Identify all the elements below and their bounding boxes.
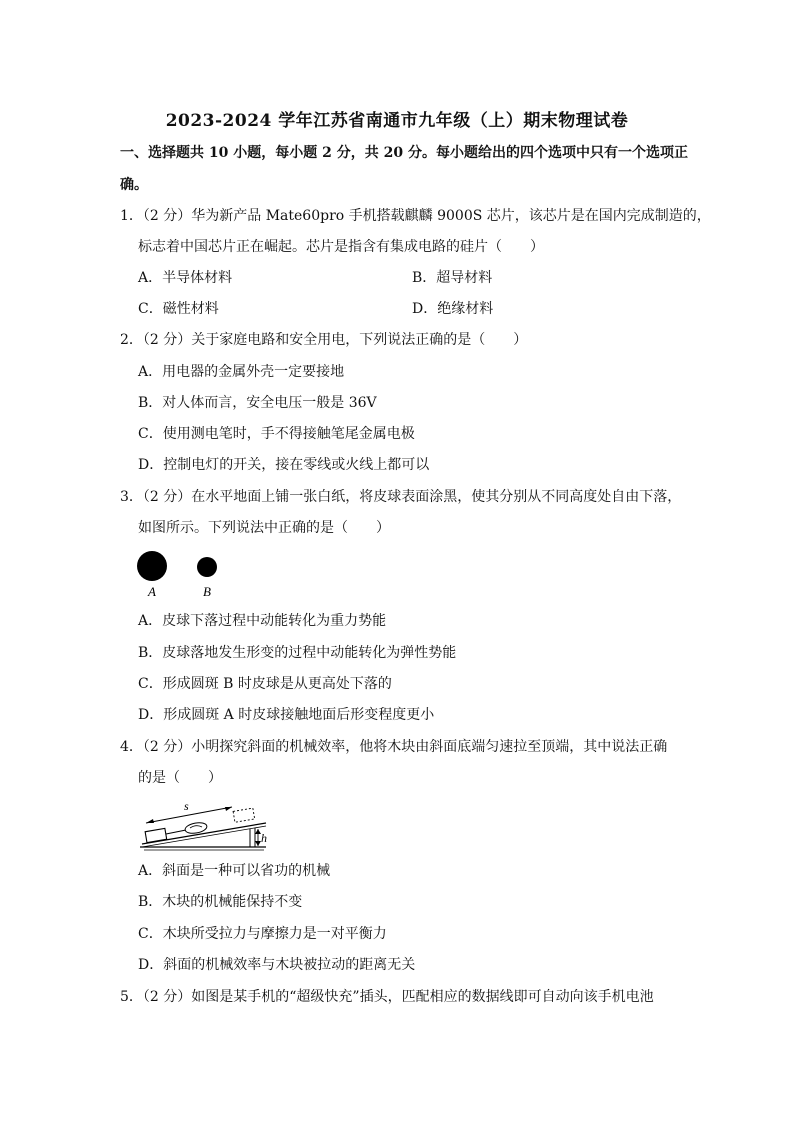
question-1-option-a: A．半导体材料 [138, 270, 233, 286]
incline-label-s: s [184, 799, 189, 813]
question-4-option-a: A．斜面是一种可以省功的机械 [138, 863, 331, 879]
incline-figure [138, 792, 270, 852]
spot-b-label: B [203, 584, 211, 599]
question-1-line1: 1．（2 分）华为新产品 Mate60pro 手机搭载麒麟 9000S 芯片，该芯片是在国内完成制造的， [120, 208, 711, 224]
spot-b [197, 557, 217, 577]
section-heading-line1: 一、选择题共 10 小题，每小题 2 分，共 20 分。每小题给出的四个选项中只有一个选项正 [120, 145, 688, 161]
question-2-option-d: D．控制电灯的开关，接在零线或火线上都可以 [138, 457, 430, 473]
question-4-option-d: D．斜面的机械效率与木块被拉动的距离无关 [138, 957, 416, 973]
question-3-option-c: C．形成圆斑 B 时皮球是从更高处下落的 [138, 676, 392, 692]
question-5-line1: 5．（2 分）如图是某手机的“超级快充”插头，匹配相应的数据线即可自动向该手机电池 [120, 989, 654, 1005]
section-heading-line2: 确。 [120, 177, 148, 193]
question-4-option-b: B．木块的机械能保持不变 [138, 894, 303, 910]
ball-spots-figure [130, 545, 230, 601]
question-3-line1: 3．（2 分）在水平地面上铺一张白纸，将皮球表面涂黑，使其分别从不同高度处自由下落， [120, 489, 682, 505]
question-1-option-d: D．绝缘材料 [412, 301, 494, 317]
question-2-line1: 2．（2 分）关于家庭电路和安全用电，下列说法正确的是（ ） [120, 332, 528, 348]
question-2-option-b: B．对人体而言，安全电压一般是 36V [138, 395, 377, 411]
question-3-option-a: A．皮球下落过程中动能转化为重力势能 [138, 613, 387, 629]
question-1-line2: 标志着中国芯片正在崛起。芯片是指含有集成电路的硅片（ ） [138, 239, 544, 255]
incline-label-h: h [261, 831, 267, 845]
page-title: 2023-2024 学年江苏省南通市九年级（上）期末物理试卷 [165, 111, 629, 131]
question-2-option-c: C．使用测电笔时，手不得接触笔尾金属电极 [138, 426, 415, 442]
question-1-option-c: C．磁性材料 [138, 301, 219, 317]
spot-a-label: A [148, 584, 156, 599]
question-3-option-b: B．皮球落地发生形变的过程中动能转化为弹性势能 [138, 645, 457, 661]
question-1-option-b: B．超导材料 [412, 270, 493, 286]
spot-a [137, 551, 167, 581]
question-4-option-c: C．木块所受拉力与摩擦力是一对平衡力 [138, 926, 387, 942]
question-3-option-d: D．形成圆斑 A 时皮球接触地面后形变程度更小 [138, 707, 435, 723]
question-4-line2: 的是（ ） [138, 770, 222, 786]
question-2-option-a: A．用电器的金属外壳一定要接地 [138, 364, 345, 380]
hand-icon [166, 821, 208, 835]
question-3-line2: 如图所示。下列说法中正确的是（ ） [138, 520, 390, 536]
question-4-line1: 4．（2 分）小明探究斜面的机械效率，他将木块由斜面底端匀速拉至顶端，其中说法正确 [120, 739, 668, 755]
